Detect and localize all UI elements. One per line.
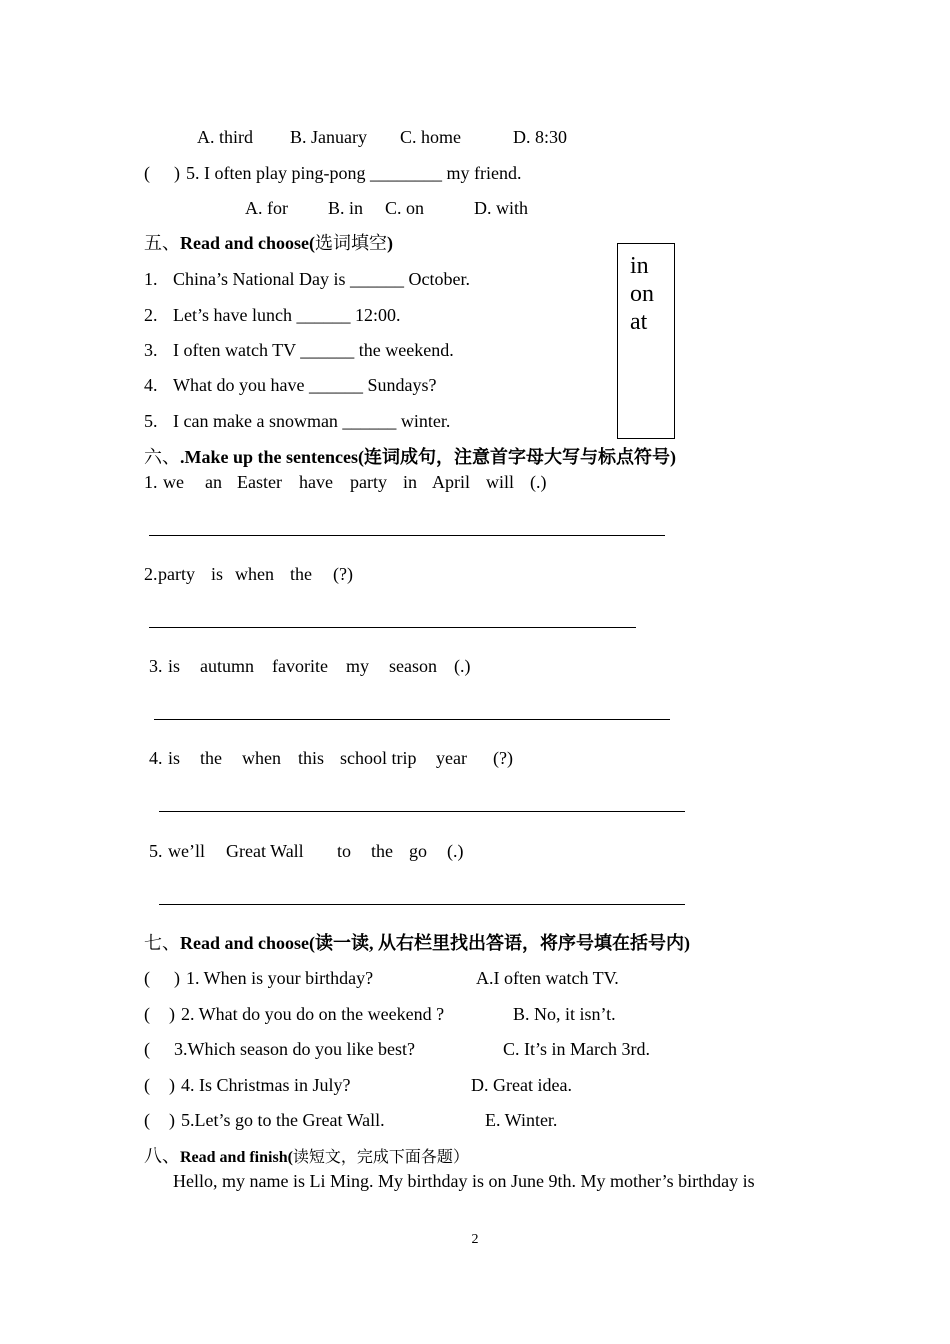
s7-q5-bracket-close: ) [169,1110,175,1130]
word-bank-at: at [630,309,648,335]
section6-title: .Make up the sentences( [180,447,364,467]
s6-item-2-word: is [211,564,224,584]
s5-item-4-num: 4. [144,375,158,395]
s7-q5-text: 5.Let’s go to the Great Wall. [181,1110,385,1130]
s5-item-1-text: China’s National Day is ______ October. [173,269,470,289]
s5-item-3-text: I often watch TV ______ the weekend. [173,340,454,360]
s7-q2-bracket-open: ( [144,1004,150,1024]
s6-item-3-word: is [168,656,181,676]
section6-num: 六、 [144,447,180,467]
s7-q2-bracket-close: ) [169,1004,175,1024]
answer-line-5[interactable] [159,904,685,905]
s6-item-4-word: when [242,748,281,768]
s6-item-1-word: have [299,472,333,492]
s6-item-5-word: to [337,841,352,861]
s6-item-1-word: Easter [237,472,282,492]
s6-item-1-word: (.) [530,472,547,492]
answer-line-3[interactable] [154,719,670,720]
s6-item-4-word: year [436,748,467,768]
q4-option-a: A. third [197,127,253,147]
section5-title: Read and choose( [180,233,316,253]
s6-item-4-word: (?) [493,748,513,768]
s5-item-5-num: 5. [144,411,158,431]
section8-title-cn: 读短文，完成下面各题 [292,1149,453,1166]
s6-item-5-word: we’ll [168,841,205,861]
section8-passage: Hello, my name is Li Ming. My birthday is on June 9th. My mother’s birthday is [173,1171,755,1191]
s6-item-4-word: this [298,748,325,768]
section8-heading [144,1145,469,1169]
s7-q3-text: 3.Which season do you like best? [174,1039,415,1059]
s6-item-5-word: go [409,841,427,861]
section5-num: 五、 [144,233,180,253]
q5-option-a: A. for [245,198,288,218]
section7-title-cn: 读一读, 从右栏里找出答语，将序号填在括号内 [315,933,685,953]
s5-item-2-num: 2. [144,305,158,325]
section7-heading [144,932,690,954]
answer-line-1[interactable] [149,535,665,536]
s5-item-1-num: 1. [144,269,158,289]
q5-option-b: B. in [328,198,364,218]
s6-item-1-word: will [486,472,515,492]
s6-item-2-word: when [235,564,274,584]
s7-q1-bracket-open: ( [144,968,150,988]
section8-title-end: ） [452,1149,469,1166]
q5-bracket-close: ) [174,163,180,183]
s6-item-5-num: 5. [149,841,163,861]
word-bank-on: on [630,281,654,307]
s6-item-4-word: school trip [340,748,417,768]
section6-heading [144,446,676,468]
s6-item-4-word: is [168,748,181,768]
s6-item-3-word: my [346,656,370,676]
s5-item-5-text: I can make a snowman ______ winter. [173,411,451,431]
section7-title: Read and choose( [180,933,316,953]
answer-line-2[interactable] [149,627,636,628]
s6-item-1-num: 1. [144,472,158,492]
s6-item-1-word: an [205,472,222,492]
q5-option-d: D. with [474,198,528,218]
s6-item-3-word: favorite [272,656,328,676]
s7-answer-d: D. Great idea. [471,1075,572,1095]
s6-item-2-word: party [158,564,195,584]
s5-item-2-text: Let’s have lunch ______ 12:00. [173,305,401,325]
s7-q1-bracket-close: ) [174,968,180,988]
s7-answer-e: E. Winter. [485,1110,558,1130]
page-number: 2 [471,1232,479,1247]
s7-q5-bracket-open: ( [144,1110,150,1130]
section7-title-end: ) [684,933,691,953]
s6-item-5-word: Great Wall [226,841,304,861]
section5-heading [144,232,393,254]
s6-item-3-num: 3. [149,656,163,676]
s7-q3-bracket-open: ( [144,1039,150,1059]
s5-item-4-text: What do you have ______ Sundays? [173,375,437,395]
section5-title-cn: 选词填空 [315,233,388,253]
section7-num: 七、 [144,933,180,953]
q5-text: 5. I often play ping-pong ________ my friend. [186,163,522,183]
q4-option-d: D. 8:30 [513,127,567,147]
s6-item-1-word: April [432,472,470,492]
s6-item-3-word: season [389,656,437,676]
s6-item-2-num: 2. [144,564,158,584]
s6-item-4-num: 4. [149,748,163,768]
section5-title-end: ) [387,233,394,253]
section8-title: Read and finish( [180,1149,293,1166]
s7-q4-bracket-close: ) [169,1075,175,1095]
s6-item-5-word: the [371,841,393,861]
section6-title-end: ) [669,447,676,467]
s6-item-3-word: autumn [200,656,254,676]
s7-q4-bracket-open: ( [144,1075,150,1095]
word-bank-box [617,243,675,439]
q4-option-c: C. home [400,127,461,147]
s7-q2-text: 2. What do you do on the weekend ? [181,1004,445,1024]
q5-bracket-open: ( [144,163,150,183]
s6-item-2-word: the [290,564,312,584]
section6-title-cn: 连词成句，注意首字母大写与标点符号 [363,447,670,467]
q4-option-b: B. January [290,127,367,147]
s7-answer-c: C. It’s in March 3rd. [503,1039,650,1059]
s7-answer-a: A.I often watch TV. [476,968,619,988]
s6-item-1-word: party [350,472,387,492]
s7-q4-text: 4. Is Christmas in July? [181,1075,351,1095]
word-bank-in: in [630,253,649,279]
q5-option-c: C. on [385,198,425,218]
s6-item-2-word: (?) [333,564,353,584]
s6-item-5-word: (.) [447,841,464,861]
section8-num: 八、 [144,1146,180,1166]
s6-item-1-word: in [403,472,418,492]
s6-item-1-word: we [163,472,184,492]
s7-answer-b: B. No, it isn’t. [513,1004,616,1024]
s6-item-3-word: (.) [454,656,471,676]
s7-q1-text: 1. When is your birthday? [186,968,374,988]
s6-item-4-word: the [200,748,222,768]
s5-item-3-num: 3. [144,340,158,360]
answer-line-4[interactable] [159,811,685,812]
